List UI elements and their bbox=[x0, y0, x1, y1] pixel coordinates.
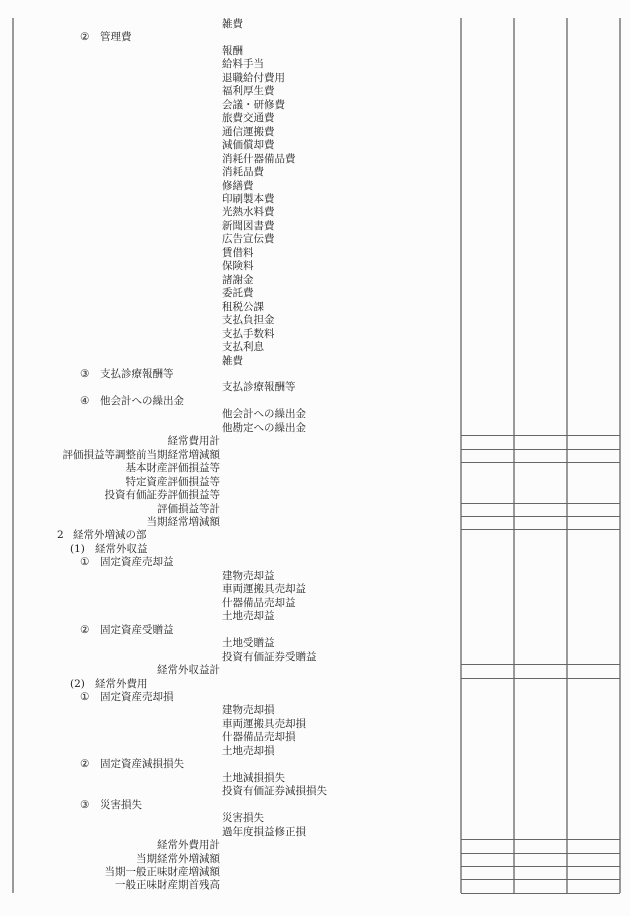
category-label: 支払診療報酬等 bbox=[100, 367, 174, 380]
statement-row bbox=[0, 516, 630, 529]
statement-row bbox=[0, 624, 630, 637]
account-item-label: 福利厚生費 bbox=[222, 85, 275, 98]
subsection-number: (2) bbox=[70, 677, 85, 690]
account-item-label: 投資有価証券減損損失 bbox=[222, 785, 327, 798]
category-label: 固定資産売却益 bbox=[100, 556, 174, 569]
statement-row bbox=[0, 772, 630, 785]
category-label: 災害損失 bbox=[100, 798, 142, 811]
statement-row bbox=[0, 651, 630, 664]
account-item-label: 災害損失 bbox=[222, 812, 264, 825]
statement-row bbox=[0, 812, 630, 825]
statement-row bbox=[0, 314, 630, 327]
account-item-label: 新聞図書費 bbox=[222, 219, 275, 232]
statement-row bbox=[0, 462, 630, 475]
account-item-label: 車両運搬具売却益 bbox=[222, 583, 306, 596]
total-amount-cells bbox=[461, 879, 620, 893]
total-amount-cells bbox=[461, 664, 620, 678]
subsection-label: 経常外費用 bbox=[95, 677, 148, 690]
statement-row bbox=[0, 220, 630, 233]
account-item-label: 土地売却益 bbox=[222, 610, 275, 623]
statement-row bbox=[0, 260, 630, 273]
statement-row bbox=[0, 58, 630, 71]
account-item-label: 雑費 bbox=[222, 18, 243, 30]
account-item-label: 旅費交通費 bbox=[222, 112, 275, 125]
statement-row bbox=[0, 718, 630, 731]
account-item-label: 什器備品売却損 bbox=[222, 731, 296, 744]
account-item-label: 光熱水料費 bbox=[222, 206, 275, 219]
statement-row bbox=[0, 247, 630, 260]
statement-row bbox=[0, 597, 630, 610]
total-amount-cells bbox=[461, 866, 620, 880]
account-item-label: 賃借料 bbox=[222, 246, 254, 259]
account-item-label: 消耗什器備品費 bbox=[222, 152, 296, 165]
statement-row bbox=[0, 570, 630, 583]
category-number: ③ bbox=[80, 367, 90, 380]
statement-row bbox=[0, 839, 630, 852]
statement-row bbox=[0, 368, 630, 381]
subsection-label: 経常外収益 bbox=[95, 542, 148, 555]
total-amount-cells bbox=[461, 449, 620, 463]
statement-row bbox=[0, 826, 630, 839]
account-item-label: 過年度損益修正損 bbox=[222, 825, 306, 838]
statement-row bbox=[0, 583, 630, 596]
statement-row bbox=[0, 395, 630, 408]
total-label: 特定資産評価損益等 bbox=[125, 475, 220, 488]
total-label: 当期経常増減額 bbox=[146, 516, 220, 529]
total-label: 経常外費用計 bbox=[157, 839, 220, 852]
account-item-label: 建物売却損 bbox=[222, 704, 275, 717]
statement-row bbox=[0, 556, 630, 569]
statement-row bbox=[0, 529, 630, 542]
statement-row bbox=[0, 341, 630, 354]
statement-row bbox=[0, 664, 630, 677]
account-item-label: 修繕費 bbox=[222, 179, 254, 192]
total-label: 基本財産評価損益等 bbox=[125, 462, 220, 475]
account-item-label: 支払利息 bbox=[222, 341, 264, 354]
total-label: 経常外収益計 bbox=[157, 664, 220, 677]
total-amount-cells bbox=[461, 435, 620, 449]
account-item-label: 他会計への繰出金 bbox=[222, 408, 306, 421]
statement-row bbox=[0, 866, 630, 879]
account-item-label: 支払診療報酬等 bbox=[222, 381, 296, 394]
account-item-label: 土地受贈益 bbox=[222, 637, 275, 650]
statement-row bbox=[0, 18, 630, 31]
statement-row bbox=[0, 153, 630, 166]
statement-row bbox=[0, 408, 630, 421]
statement-row bbox=[0, 233, 630, 246]
total-amount-cells bbox=[461, 516, 620, 530]
statement-row bbox=[0, 193, 630, 206]
statement-row bbox=[0, 489, 630, 502]
account-item-label: 建物売却益 bbox=[222, 569, 275, 582]
account-item-label: 投資有価証券受贈益 bbox=[222, 650, 317, 663]
total-label: 一般正味財産期首残高 bbox=[115, 879, 220, 892]
account-item-label: 諸謝金 bbox=[222, 273, 254, 286]
statement-row bbox=[0, 731, 630, 744]
category-number: ② bbox=[80, 623, 90, 636]
total-amount-cells bbox=[461, 853, 620, 867]
statement-row bbox=[0, 704, 630, 717]
category-label: 他会計への繰出金 bbox=[100, 394, 184, 407]
statement-row bbox=[0, 166, 630, 179]
category-number: ③ bbox=[80, 798, 90, 811]
account-item-label: 委託費 bbox=[222, 287, 254, 300]
statement-row bbox=[0, 785, 630, 798]
total-label: 当期経常外増減額 bbox=[136, 852, 220, 865]
statement-row bbox=[0, 180, 630, 193]
account-item-label: 減価償却費 bbox=[222, 139, 275, 152]
account-item-label: 雑費 bbox=[222, 354, 243, 367]
total-label: 経常費用計 bbox=[167, 435, 220, 448]
account-item-label: 消耗品費 bbox=[222, 166, 264, 179]
account-item-label: 土地減損損失 bbox=[222, 771, 285, 784]
total-label: 評価損益等調整前当期経常増減額 bbox=[62, 448, 220, 461]
category-label: 固定資産売却損 bbox=[100, 691, 174, 703]
statement-row bbox=[0, 503, 630, 516]
account-item-label: 支払負担金 bbox=[222, 314, 275, 327]
category-label: 固定資産減損損失 bbox=[100, 758, 184, 771]
account-item-label: 保険料 bbox=[222, 260, 254, 273]
statement-row bbox=[0, 328, 630, 341]
statement-row bbox=[0, 112, 630, 125]
statement-row bbox=[0, 301, 630, 314]
account-item-label: 租税公課 bbox=[222, 300, 264, 313]
statement-row bbox=[0, 139, 630, 152]
statement-row bbox=[0, 637, 630, 650]
subsection-number: (1) bbox=[70, 542, 85, 555]
statement-row bbox=[0, 99, 630, 112]
statement-row bbox=[0, 355, 630, 368]
account-item-label: 広告宣伝費 bbox=[222, 233, 275, 246]
statement-row bbox=[0, 678, 630, 691]
account-item-label: 会議・研修費 bbox=[222, 98, 285, 111]
account-item-label: 什器備品売却益 bbox=[222, 596, 296, 609]
statement-row bbox=[0, 435, 630, 448]
account-item-label: 土地売却損 bbox=[222, 744, 275, 757]
category-number: ① bbox=[80, 556, 90, 569]
category-label: 管理費 bbox=[100, 31, 132, 44]
statement-row bbox=[0, 381, 630, 394]
statement-row bbox=[0, 543, 630, 556]
statement-row bbox=[0, 745, 630, 758]
account-item-label: 報酬 bbox=[222, 44, 243, 57]
statement-row bbox=[0, 691, 630, 704]
statement-row bbox=[0, 422, 630, 435]
account-item-label: 給料手当 bbox=[222, 58, 264, 71]
account-item-label: 車両運搬具売却損 bbox=[222, 717, 306, 730]
total-amount-cells bbox=[461, 503, 620, 517]
category-number: ① bbox=[80, 691, 90, 703]
total-label: 評価損益等計 bbox=[157, 502, 220, 515]
total-label: 投資有価証券評価損益等 bbox=[104, 489, 220, 502]
category-number: ② bbox=[80, 31, 90, 44]
statement-row bbox=[0, 758, 630, 771]
account-item-label: 印刷製本費 bbox=[222, 192, 275, 205]
statement-row bbox=[0, 85, 630, 98]
statement-row bbox=[0, 799, 630, 812]
statement-row bbox=[0, 274, 630, 287]
statement-row bbox=[0, 72, 630, 85]
statement-row bbox=[0, 45, 630, 58]
statement-row bbox=[0, 31, 630, 44]
total-label: 当期一般正味財産増減額 bbox=[104, 865, 220, 878]
category-number: ② bbox=[80, 758, 90, 771]
statement-row bbox=[0, 287, 630, 300]
account-item-label: 通信運搬費 bbox=[222, 125, 275, 138]
statement-row bbox=[0, 879, 630, 892]
total-amount-cells bbox=[461, 839, 620, 853]
category-number: ④ bbox=[80, 394, 90, 407]
section-number: 2 bbox=[57, 529, 64, 542]
statement-row bbox=[0, 853, 630, 866]
section-label: 経常外増減の部 bbox=[73, 529, 147, 542]
statement-row bbox=[0, 206, 630, 219]
statement-row bbox=[0, 610, 630, 623]
statement-row bbox=[0, 449, 630, 462]
statement-row bbox=[0, 126, 630, 139]
account-item-label: 支払手数料 bbox=[222, 327, 275, 340]
account-item-label: 他勘定への繰出金 bbox=[222, 421, 306, 434]
category-label: 固定資産受贈益 bbox=[100, 623, 174, 636]
statement-row bbox=[0, 476, 630, 489]
account-item-label: 退職給付費用 bbox=[222, 71, 285, 84]
